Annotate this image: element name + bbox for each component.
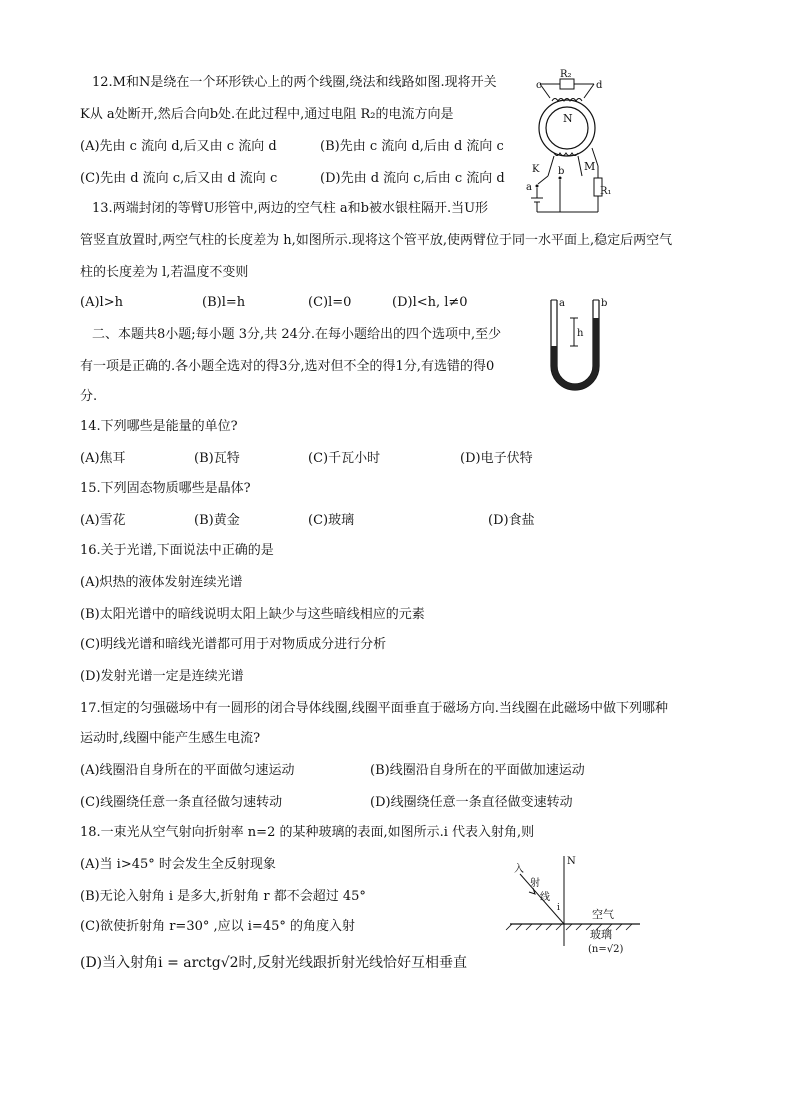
q13-u-tube-figure	[544, 294, 614, 394]
fig-label-a: a	[559, 298, 565, 309]
q17-option-b: (B)线圈沿自身所在的平面做加速运动	[370, 763, 585, 778]
fig-label-b: b	[558, 166, 565, 177]
q18-option-d: (D)当入射角i = arctg√2时,反射光线跟折射光线恰好互相垂直	[80, 955, 468, 971]
fig-label-r1: R₁	[600, 186, 612, 197]
fig-label-n-normal: N	[567, 856, 576, 867]
q18-refraction-figure	[500, 850, 650, 962]
q13-line1: 13.两端封闭的等臂U形管中,两边的空气柱 a和b被水银柱隔开.当U形	[92, 201, 489, 216]
q16-option-a: (A)炽热的液体发射连续光谱	[80, 575, 243, 590]
q12-line2: K从 a处断开,然后合向b处.在此过程中,通过电阻 R₂的电流方向是	[80, 107, 454, 122]
fig-label-index: (n=√2)	[588, 944, 624, 955]
fig-label-r2: R₂	[560, 69, 572, 80]
fig-label-ray-2: 射	[530, 878, 540, 889]
fig-label-i: i	[557, 903, 560, 913]
q14-option-d: (D)电子伏特	[460, 451, 533, 466]
fig-label-k: K	[532, 164, 540, 175]
q18-option-a: (A)当 i>45° 时会发生全反射现象	[80, 857, 276, 872]
fig-label-ray-1: 入	[514, 864, 524, 875]
q15-option-b: (B)黄金	[194, 513, 240, 528]
q17-line2: 运动时,线圈中能产生感生电流?	[80, 731, 261, 746]
q12-option-d: (D)先由 d 流向 c,后由 c 流向 d	[320, 171, 505, 186]
fig-label-air: 空气	[592, 908, 614, 921]
q17-line1: 17.恒定的匀强磁场中有一圆形的闭合导体线圈,线圈平面垂直于磁场方向.当线圈在此磁场中做下列哪种	[80, 701, 668, 716]
q13-option-a: (A)l>h	[80, 295, 123, 310]
q15-option-c: (C)玻璃	[308, 513, 355, 528]
q13-option-c: (C)l=0	[308, 295, 352, 310]
q12-option-a: (A)先由 c 流向 d,后又由 c 流向 d	[80, 139, 277, 154]
q12-circuit-figure	[522, 66, 612, 216]
section2-line2: 有一项是正确的.各小题全选对的得3分,选对但不全的得1分,有选错的得0	[80, 359, 495, 374]
fig-label-h: h	[577, 328, 584, 339]
fig-label-n: N	[563, 112, 573, 125]
q14-option-c: (C)千瓦小时	[308, 451, 381, 466]
fig-label-glass: 玻璃	[590, 928, 612, 941]
q16-option-c: (C)明线光谱和暗线光谱都可用于对物质成分进行分析	[80, 637, 387, 652]
q13-option-d: (D)l<h, l≠0	[392, 295, 468, 310]
section2-line1: 二、本题共8小题;每小题 3分,共 24分.在每小题给出的四个选项中,至少	[92, 327, 502, 342]
q13-line2: 管竖直放置时,两空气柱的长度差为 h,如图所示.现将这个管平放,使两臂位于同一水平面上,稳定后两空气	[80, 233, 673, 248]
q13-line3: 柱的长度差为 l,若温度不变则	[80, 265, 249, 280]
q12-line1: 12.M和N是绕在一个环形铁心上的两个线圈,绕法和线路如图.现将开关	[92, 75, 497, 90]
q18-option-c: (C)欲使折射角 r=30° ,应以 i=45° 的角度入射	[80, 919, 355, 934]
q18-option-b: (B)无论入射角 i 是多大,折射角 r 都不会超过 45°	[80, 889, 366, 904]
fig-label-c: c	[536, 80, 542, 91]
q16-option-b: (B)太阳光谱中的暗线说明太阳上缺少与这些暗线相应的元素	[80, 607, 425, 622]
q14-stem: 14.下列哪些是能量的单位?	[80, 419, 238, 434]
q16-option-d: (D)发射光谱一定是连续光谱	[80, 669, 244, 684]
fig-label-ray-3: 线	[540, 892, 550, 903]
q12-option-c: (C)先由 d 流向 c,后又由 d 流向 c	[80, 171, 278, 186]
fig-label-m: M	[584, 160, 596, 173]
q17-option-a: (A)线圈沿自身所在的平面做匀速运动	[80, 763, 295, 778]
section2-line3: 分.	[80, 389, 98, 404]
fig-label-a: a	[526, 182, 532, 193]
q14-option-a: (A)焦耳	[80, 451, 126, 466]
fig-label-b: b	[601, 298, 608, 309]
q18-stem: 18.一束光从空气射向折射率 n=2 的某种玻璃的表面,如图所示.i 代表入射角,则	[80, 825, 535, 840]
q15-option-d: (D)食盐	[488, 513, 535, 528]
q14-option-b: (B)瓦特	[194, 451, 240, 466]
q13-option-b: (B)l=h	[202, 295, 246, 310]
q16-stem: 16.关于光谱,下面说法中正确的是	[80, 543, 274, 558]
q15-option-a: (A)雪花	[80, 513, 126, 528]
q12-option-b: (B)先由 c 流向 d,后由 d 流向 c	[320, 139, 504, 154]
q17-option-d: (D)线圈绕任意一条直径做变速转动	[370, 795, 573, 810]
q17-option-c: (C)线圈绕任意一条直径做匀速转动	[80, 795, 283, 810]
q15-stem: 15.下列固态物质哪些是晶体?	[80, 481, 251, 496]
fig-label-d: d	[596, 80, 603, 91]
